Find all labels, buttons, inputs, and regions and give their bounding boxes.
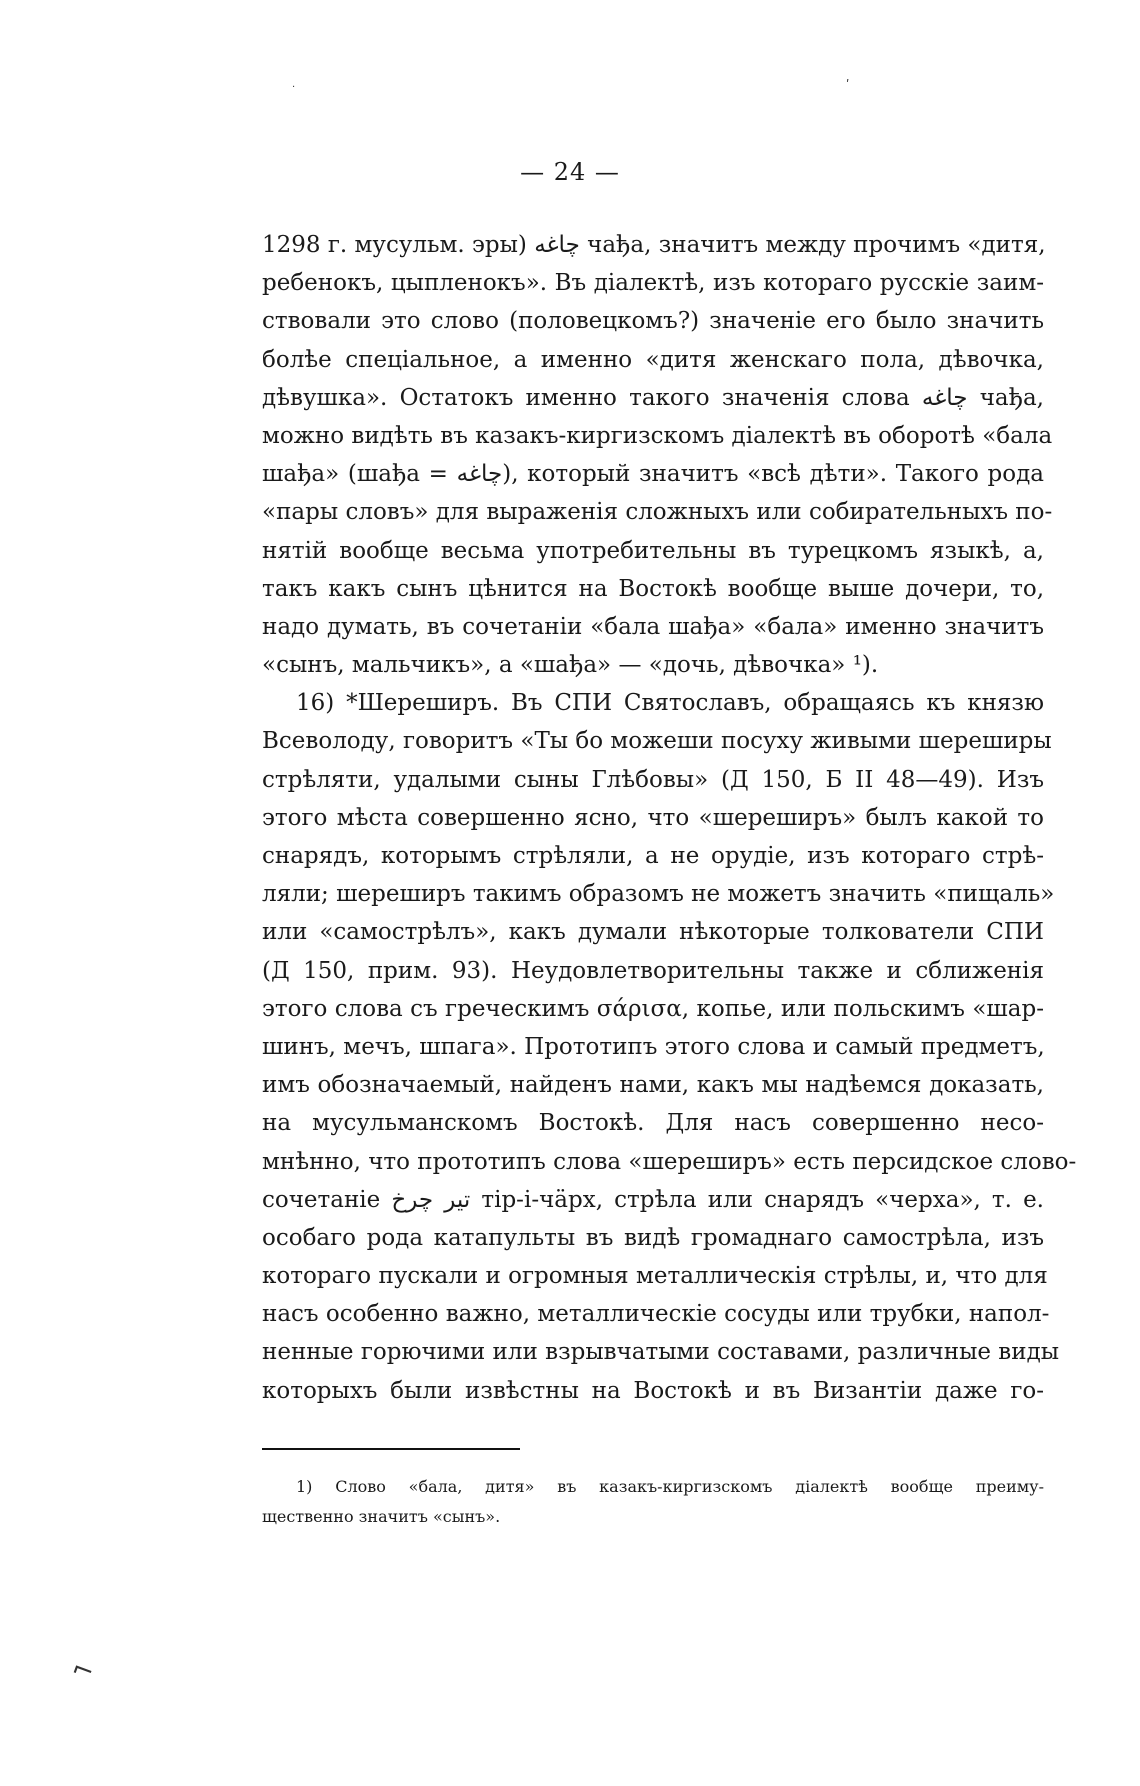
footnote-rule [262, 1448, 520, 1451]
text-line: ствовали это слово (половецкомъ?) значеніе его было значить [262, 308, 1044, 335]
text-line: дѣвушка». Остатокъ именно такого значенія слова چاغه чађа, [262, 384, 1044, 411]
text-line: надо думать, въ сочетаніи «бала шађа» «бала» именно значитъ [262, 613, 1044, 640]
text-line: ляли; шереширъ такимъ образомъ не можетъ значить «пищаль» [262, 881, 1055, 908]
stray-mark-top: · [292, 82, 296, 93]
text-line: мнѣнно, что прототипъ слова «шереширъ» есть персидское слово- [262, 1148, 1077, 1175]
text-line: этого слова съ греческимъ σάρισα, копье, или польскимъ «шар- [262, 995, 1044, 1022]
text-line: нятій вообще весьма употребительны въ турецкомъ языкѣ, а, [262, 537, 1044, 564]
footnote-line: щественно значитъ «сынъ». [262, 1507, 501, 1526]
text-line: или «самострѣлъ», какъ думали нѣкоторые толкователи СПИ [262, 919, 1044, 946]
footnote-line: 1) Слово «бала, дитя» въ казакъ-киргизскомъ діалектѣ вообще преиму- [296, 1477, 1044, 1496]
text-line: «сынъ, мальчикъ», а «шађа» — «дочь, дѣвочка» ¹). [262, 652, 879, 679]
text-line: шинъ, мечъ, шпага». Прототипъ этого слова и самый предметъ, [262, 1033, 1045, 1060]
page-number: — 24 — [520, 158, 620, 186]
text-line: имъ обозначаемый, найденъ нами, какъ мы надѣемся доказать, [262, 1072, 1044, 1099]
text-line: 1298 г. мусульм. эры) چاغه чађа, значитъ между прочимъ «дитя, [262, 232, 1046, 258]
text-line: сочетаніе تیر چرخ тір-і-чäрх, стрѣла или снарядъ «черха», т. е. [262, 1186, 1044, 1213]
text-line: «пары словъ» для выраженія сложныхъ или собирательныхъ по- [262, 499, 1053, 526]
text-line: шађа» (шађа = چاغه), который значитъ «всѣ дѣти». Такого рода [262, 461, 1044, 488]
body-text [262, 226, 1077, 1410]
text-line: такъ какъ сынъ цѣнится на Востокѣ вообще выше дочери, то, [262, 575, 1044, 602]
text-line: насъ особенно важно, металлическіе сосуды или трубки, напол- [262, 1301, 1050, 1328]
text-line: стрѣляти, удалыми сыны Глѣбовы» (Д 150, Б II 48—49). Изъ [262, 766, 1044, 793]
text-line: ненные горючими или взрывчатыми составами, различные виды [262, 1339, 1060, 1366]
footnote [262, 1472, 1044, 1532]
text-line: болѣе спеціальное, а именно «дитя женскаго пола, дѣвочка, [262, 346, 1044, 373]
text-line: на мусульманскомъ Востокѣ. Для насъ совершенно несо- [262, 1110, 1044, 1137]
text-line: 16) *Шереширъ. Въ СПИ Святославъ, обращаясь къ князю [296, 690, 1044, 717]
stray-mark-bottom-left: ⌐ [67, 1653, 99, 1689]
text-line: снарядъ, которымъ стрѣляли, а не орудіе, изъ котораго стрѣ- [262, 843, 1044, 869]
text-line: можно видѣть въ казакъ-киргизскомъ діалектѣ въ оборотѣ «бала [262, 422, 1053, 449]
stray-mark-top-right: ʹ [846, 78, 850, 92]
text-line: (Д 150, прим. 93). Неудовлетворительны также и сближенія [262, 957, 1044, 984]
text-line: особаго рода катапульты въ видѣ громаднаго самострѣла, изъ [262, 1224, 1044, 1251]
text-line: которыхъ были извѣстны на Востокѣ и въ Византіи даже го- [262, 1377, 1044, 1404]
text-line: этого мѣста совершенно ясно, что «шереширъ» былъ какой то [262, 804, 1044, 831]
text-line: Всеволоду, говоритъ «Ты бо можеши посуху живыми шереширы [262, 728, 1052, 755]
text-line: котораго пускали и огромныя металлическія стрѣлы, и, что для [262, 1263, 1048, 1290]
text-line: ребенокъ, цыпленокъ». Въ діалектѣ, изъ котораго русскіе заим- [262, 270, 1044, 297]
